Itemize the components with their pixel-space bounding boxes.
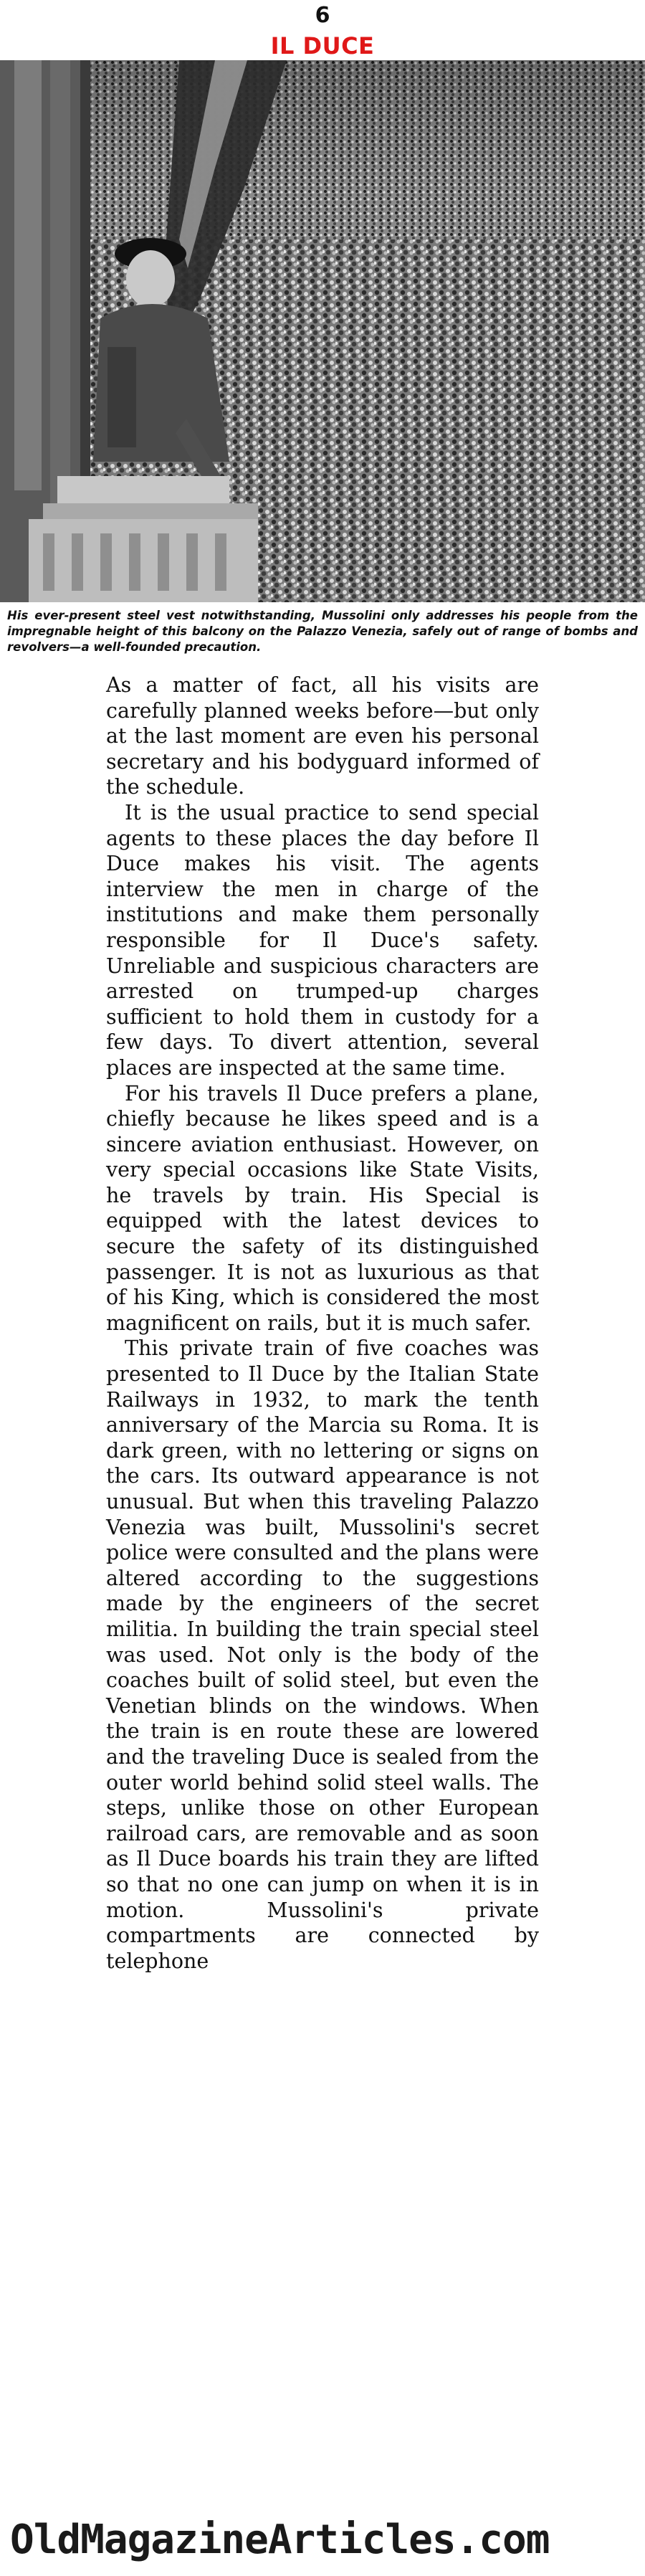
section-header: IL DUCE [270, 32, 375, 60]
article-paragraph: It is the usual practice to send special agents to these places the day before Il Duce makes his visit. The agents interview the men in charge of the institutions and make them personally responsible for Il Duce's safety. Unreliable and suspicious characters are arrested on trumped-up charges sufficient to hold them in custody for a few days. To divert attention, several places are inspected at the same time. [106, 800, 539, 1080]
photo-caption: His ever-present steel vest notwithstanding, Mussolini only addresses his people from the impregnable height of this balcony on the Palazzo Venezia, safely out of range of bombs and revolvers—a well-founded precaution. [7, 609, 638, 654]
site-watermark: OldMagazineArticles.com [10, 2516, 550, 2563]
page-number: 6 [315, 3, 330, 28]
article-paragraph: As a matter of fact, all his visits are carefully planned weeks before—but only at the last moment are even his personal secretary and his bodyguard informed of the schedule. [106, 673, 539, 799]
article-body [106, 672, 539, 1974]
balcony-crowd-photo [0, 60, 645, 602]
article-paragraph: For his travels Il Duce prefers a plane, chiefly because he likes speed and is a sincere aviation enthusiast. However, on very special occasions like State Visits, he travels by train. His Special is equipped with the latest devices to secure the safety of its distinguished passenger. It is not as luxurious as that of his King, which is considered the most magnificent on rails, but it is much safer. [106, 1081, 539, 1335]
article-paragraph: This private train of five coaches was presented to Il Duce by the Italian State Railways in 1932, to mark the tenth anniversary of the Marcia su Roma. It is dark green, with no lettering or signs on the cars. Its outward appearance is not unusual. But when this traveling Palazzo Venezia was built, Mussolini's secret police were consulted and the plans were altered according to the suggestions made by the engineers of the secret militia. In building the train special steel was used. Not only is the body of the coaches built of solid steel, but even the Venetian blinds on the windows. When the train is en route these are lowered and the traveling Duce is sealed from the outer world behind solid steel walls. The steps, unlike those on other European railroad cars, are removable and as soon as Il Duce boards his train they are lifted so that no one can jump on when it is in motion. Mussolini's private compartments are connected by telephone [106, 1336, 539, 1973]
